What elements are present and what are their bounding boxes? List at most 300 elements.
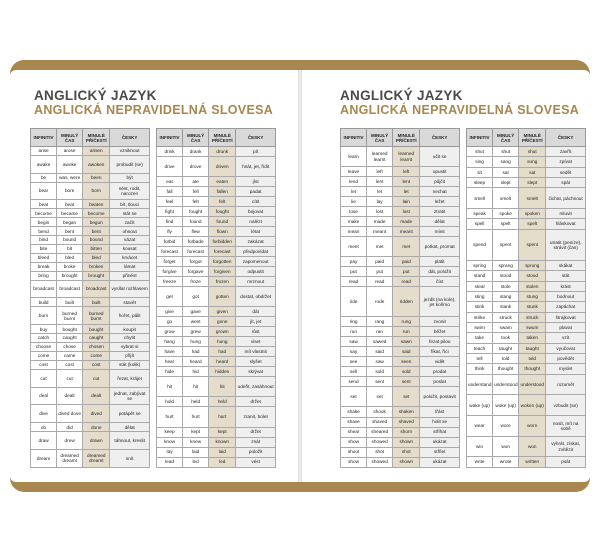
verb-past: forgave [183, 267, 209, 277]
verb-infinitive: beat [31, 200, 57, 209]
page-subtitle: ANGLICKÁ NEPRAVIDELNÁ SLOVESA [34, 103, 274, 117]
verb-participle: shaved [393, 417, 420, 427]
verb-czech: táhnout, kreslit [110, 432, 150, 450]
table-row [341, 267, 460, 277]
verb-infinitive: draw [31, 432, 57, 450]
verb-czech: stavět [110, 298, 150, 307]
verb-infinitive: hide [157, 367, 183, 377]
verb-infinitive: shave [341, 417, 367, 427]
table-row [31, 280, 150, 298]
left-page [10, 70, 298, 482]
table-row [31, 432, 150, 450]
table-row [341, 257, 460, 267]
verb-past: bent [57, 227, 83, 236]
verb-participle: shut [519, 147, 546, 157]
verb-czech: stát (kolik) [110, 360, 150, 369]
verb-past: slept [493, 178, 519, 188]
verb-czech: přinést [110, 271, 150, 280]
verb-infinitive: give [157, 307, 183, 317]
verb-participle: forgiven [209, 267, 236, 277]
verb-participle: sat [519, 167, 546, 177]
verb-participle: let [393, 187, 420, 197]
verb-infinitive: lead [157, 457, 183, 467]
table-row [157, 307, 276, 317]
verb-participle: bitten [83, 245, 110, 254]
table-row [31, 155, 150, 173]
column-header: INFINITIV [31, 129, 57, 147]
verb-czech: viset [236, 337, 276, 347]
verb-infinitive: write [467, 457, 493, 467]
verb-past: meant [367, 227, 393, 237]
table-row [341, 427, 460, 437]
verb-infinitive: hang [157, 337, 183, 347]
verb-participle: spent [519, 229, 546, 260]
table-row [341, 197, 460, 207]
verb-past: won [493, 436, 519, 457]
verb-czech: mít vlastnit [236, 347, 276, 357]
verb-past: struck [493, 312, 519, 322]
table-row [341, 387, 460, 407]
verb-past: said [367, 347, 393, 357]
verb-participle: broadcast [83, 280, 110, 298]
table-row [157, 267, 276, 277]
table-row [157, 237, 276, 247]
table-row [31, 325, 150, 334]
verb-infinitive: hold [157, 397, 183, 407]
table-row [341, 277, 460, 287]
verb-infinitive: cost [31, 360, 57, 369]
verb-infinitive: begin [31, 218, 57, 227]
verb-czech: vázat [110, 236, 150, 245]
verb-past: stank [493, 302, 519, 312]
verb-infinitive: get [157, 287, 183, 307]
verb-czech: jezdit (na kole), jet koňmo [420, 287, 460, 317]
table-row [341, 167, 460, 177]
verb-czech: zvonit [420, 317, 460, 327]
table-row [157, 437, 276, 447]
page-title: ANGLICKÝ JAZYK [340, 88, 463, 103]
verb-past: knew [183, 437, 209, 447]
verb-past: ate [183, 177, 209, 187]
verb-infinitive: let [341, 187, 367, 197]
verb-past: came [57, 351, 83, 360]
verb-czech: zranit, bolet [236, 407, 276, 427]
verb-czech: jíst [236, 177, 276, 187]
verb-infinitive: drink [157, 147, 183, 157]
verb-past: sang [493, 157, 519, 167]
verb-past: hurt [183, 407, 209, 427]
column-header: ČESKY [110, 129, 150, 147]
column-header: MINULÝ ČAS [493, 129, 519, 147]
verb-past: read [367, 277, 393, 287]
verb-participle: held [209, 397, 236, 407]
verb-infinitive: swim [467, 322, 493, 332]
table-row [31, 173, 150, 182]
verb-czech: dostat, obdržet [236, 287, 276, 307]
verb-past: understood [493, 374, 519, 395]
verb-czech: koupit [110, 325, 150, 334]
verb-participle: hidden [209, 367, 236, 377]
verb-participle: gone [209, 317, 236, 327]
verb-past: kept [183, 427, 209, 437]
verb-participle: hurt [209, 407, 236, 427]
table-row [31, 405, 150, 423]
verb-czech: zapomenout [236, 257, 276, 267]
verb-participle: told [519, 353, 546, 363]
table-row [157, 147, 276, 157]
verb-past: cost [57, 360, 83, 369]
verb-czech: potápět se [110, 405, 150, 423]
verb-czech: bít, tlouci [110, 200, 150, 209]
verb-past: bound [57, 236, 83, 245]
table-row [467, 147, 586, 157]
table-row [341, 327, 460, 337]
verb-infinitive: do [31, 423, 57, 432]
verb-czech: položit [236, 447, 276, 457]
verb-czech: slyšet [236, 357, 276, 367]
verb-participle: felt [209, 197, 236, 207]
verb-participle: spelt [519, 219, 546, 229]
verb-participle: broken [83, 262, 110, 271]
verb-past: bore [57, 182, 83, 200]
verb-past: woke (up) [493, 395, 519, 416]
verb-czech: dělat [420, 217, 460, 227]
verb-participle: become [83, 209, 110, 218]
verb-czech: myslet [546, 364, 586, 374]
verb-participle: written [519, 457, 546, 467]
verb-czech: chytit [110, 334, 150, 343]
verb-past: set [367, 387, 393, 407]
verb-participle: lost [393, 207, 420, 217]
verb-czech: skrývat [236, 367, 276, 377]
verb-participle: set [393, 387, 420, 407]
table-row [341, 407, 460, 417]
verb-participle: grown [209, 327, 236, 337]
verb-table-left-1 [30, 128, 150, 468]
table-row [31, 262, 150, 271]
verb-infinitive: spend [467, 229, 493, 260]
verb-past: went [183, 317, 209, 327]
verb-past: broadcast [57, 280, 83, 298]
verb-infinitive: choose [31, 343, 57, 352]
verb-participle: meant [393, 227, 420, 237]
table-row [467, 260, 586, 270]
verb-participle: dreamed dreamt [83, 449, 110, 467]
verb-past: beat [57, 200, 83, 209]
verb-past: forecast [183, 247, 209, 257]
verb-past: let [367, 187, 393, 197]
verb-infinitive: saw [341, 337, 367, 347]
verb-infinitive: speak [467, 209, 493, 219]
verb-past: bled [57, 253, 83, 262]
verb-participle: flown [209, 227, 236, 237]
verb-infinitive: take [467, 333, 493, 343]
verb-participle: been [83, 173, 110, 182]
table-row [31, 227, 150, 236]
verb-infinitive: shoot [341, 447, 367, 457]
table-row [157, 407, 276, 427]
verb-infinitive: ring [341, 317, 367, 327]
verb-past: cut [57, 369, 83, 387]
column-header: INFINITIV [341, 129, 367, 147]
verb-participle: bent [83, 227, 110, 236]
table-row [31, 369, 150, 387]
table-row [31, 307, 150, 325]
verb-czech: vidět [420, 357, 460, 367]
table-row [31, 343, 150, 352]
verb-past: fought [183, 207, 209, 217]
verb-past: shook [367, 407, 393, 417]
verb-czech: vzniknout [110, 147, 150, 156]
verb-infinitive: find [157, 217, 183, 227]
verb-participle: spoken [519, 209, 546, 219]
verb-participle: born [83, 182, 110, 200]
verb-czech: ležet [420, 197, 460, 207]
table-row [341, 417, 460, 427]
table-row [341, 377, 460, 387]
verb-czech: vést [236, 457, 276, 467]
verb-czech: být [110, 173, 150, 182]
table-row [157, 337, 276, 347]
table-row [467, 364, 586, 374]
verb-czech: hláskovat [546, 219, 586, 229]
verb-infinitive: lay [157, 447, 183, 457]
verb-infinitive: lose [341, 207, 367, 217]
verb-czech: zpívat [546, 157, 586, 167]
table-row [31, 423, 150, 432]
verb-participle: ridden [393, 287, 420, 317]
verb-participle: shown [393, 437, 420, 447]
verb-past: froze [183, 277, 209, 287]
table-row [31, 351, 150, 360]
verb-czech: povědět [546, 353, 586, 363]
verb-participle: forecast [209, 247, 236, 257]
verb-participle: shown [393, 457, 420, 467]
verb-participle: sold [393, 367, 420, 377]
column-header: MINULÉ PŘÍČESTÍ [83, 129, 110, 147]
column-header: MINULÉ PŘÍČESTÍ [519, 129, 546, 147]
verb-infinitive: bring [31, 271, 57, 280]
verb-czech: hořet, pálit [110, 307, 150, 325]
verb-participle: bought [83, 325, 110, 334]
verb-czech: zakázat [236, 237, 276, 247]
verb-past: made [367, 217, 393, 227]
verb-infinitive: lie [341, 197, 367, 207]
verb-participle: shot [393, 447, 420, 457]
verb-infinitive: shut [467, 147, 493, 157]
verb-past: shut [493, 147, 519, 157]
verb-infinitive: spring [467, 260, 493, 270]
verb-czech: držet [236, 427, 276, 437]
verb-participle: shorn [393, 427, 420, 437]
table-row [467, 291, 586, 301]
table-row [341, 447, 460, 457]
verb-infinitive: put [341, 267, 367, 277]
table-row [341, 237, 460, 257]
verb-past: wrote [493, 457, 519, 467]
verb-czech: střílet [420, 447, 460, 457]
verb-infinitive: dive [31, 405, 57, 423]
verb-participle: driven [209, 157, 236, 177]
verb-infinitive: break [31, 262, 57, 271]
verb-past: awoke [57, 155, 83, 173]
verb-participle: taken [519, 333, 546, 343]
verb-past: did [57, 423, 83, 432]
verb-infinitive: have [157, 347, 183, 357]
verb-participle: brought [83, 271, 110, 280]
verb-czech: odpustit [236, 267, 276, 277]
verb-czech: poslat [420, 377, 460, 387]
verb-czech: prodat [420, 367, 460, 377]
verb-infinitive: become [31, 209, 57, 218]
table-row [157, 347, 276, 357]
table-row [341, 147, 460, 167]
verb-infinitive: mean [341, 227, 367, 237]
verb-czech: předpovídat [236, 247, 276, 257]
verb-infinitive: learn [341, 147, 367, 167]
verb-infinitive: sleep [467, 178, 493, 188]
verb-past: thought [493, 364, 519, 374]
page-title: ANGLICKÝ JAZYK [34, 88, 157, 103]
verb-czech: utratit (peníze), strávit (čas) [546, 229, 586, 260]
verb-past: flew [183, 227, 209, 237]
column-header: MINULÝ ČAS [367, 129, 393, 147]
verb-past: caught [57, 334, 83, 343]
verb-participle: hit [209, 377, 236, 397]
verb-czech: dát [236, 307, 276, 317]
verb-czech: jít, jet [236, 317, 276, 327]
verb-czech: sedět [546, 167, 586, 177]
verb-czech: hnát, jet, řídit [236, 157, 276, 177]
table-row [467, 312, 586, 322]
verb-participle: put [393, 267, 420, 277]
verb-past: became [57, 209, 83, 218]
verb-infinitive: win [467, 436, 493, 457]
verb-participle: drawn [83, 432, 110, 450]
verb-czech: třást [420, 407, 460, 417]
table-row [341, 227, 460, 237]
verb-czech: stát [546, 271, 586, 281]
verb-participle: thought [519, 364, 546, 374]
table-row [341, 357, 460, 367]
table-row [467, 302, 586, 312]
verb-participle: taught [519, 343, 546, 353]
verb-participle: swum [519, 322, 546, 332]
verb-past: dived dove [57, 405, 83, 423]
verb-infinitive: bind [31, 236, 57, 245]
verb-czech: vzbudit (se) [546, 395, 586, 416]
table-row [341, 187, 460, 197]
verb-czech: řezat, krájet [110, 369, 150, 387]
verb-participle: bound [83, 236, 110, 245]
verb-past: hid [183, 367, 209, 377]
verb-participle: said [393, 347, 420, 357]
table-header-row [157, 129, 276, 147]
verb-participle: left [393, 167, 420, 177]
verb-past: spelt [493, 219, 519, 229]
verb-past: told [493, 353, 519, 363]
verb-czech: číst [420, 277, 460, 287]
verb-past: laid [183, 447, 209, 457]
verb-past: lent [367, 177, 393, 187]
table-header-row [467, 129, 586, 147]
table-row [467, 353, 586, 363]
verb-past: sawed [367, 337, 393, 347]
verb-czech: kousat [110, 245, 150, 254]
column-header: MINULÉ PŘÍČESTÍ [393, 129, 420, 147]
verb-czech: růst [236, 327, 276, 337]
verb-participle: forbidden [209, 237, 236, 247]
verb-past: arose [57, 147, 83, 156]
verb-czech: mínit [420, 227, 460, 237]
verb-past: sheared [367, 427, 393, 437]
verb-infinitive: bear [31, 182, 57, 200]
verb-infinitive: broadcast [31, 280, 57, 298]
verb-participle: lent [393, 177, 420, 187]
verb-czech: položit, postavit [420, 387, 460, 407]
table-row [157, 427, 276, 437]
verb-infinitive: wake (up) [467, 395, 493, 416]
verb-infinitive: show [341, 457, 367, 467]
table-row [467, 457, 586, 467]
verb-participle: run [393, 327, 420, 337]
verb-past: put [367, 267, 393, 277]
verb-infinitive: see [341, 357, 367, 367]
verb-infinitive: leave [341, 167, 367, 177]
verb-infinitive: say [341, 347, 367, 357]
table-row [31, 209, 150, 218]
verb-participle: built [83, 298, 110, 307]
verb-infinitive: go [157, 317, 183, 327]
verb-past: gave [183, 307, 209, 317]
verb-infinitive: stand [467, 271, 493, 281]
column-header: MINULÝ ČAS [183, 129, 209, 147]
verb-czech: lámat [110, 262, 150, 271]
table-header-row [341, 129, 460, 147]
table-row [341, 207, 460, 217]
verb-past: stang [493, 291, 519, 301]
verb-infinitive: forbid [157, 237, 183, 247]
verb-past: sprang [493, 260, 519, 270]
verb-czech: stát se [110, 209, 150, 218]
verb-infinitive: pay [341, 257, 367, 267]
verb-infinitive: spell [467, 219, 493, 229]
verb-participle: won [519, 436, 546, 457]
verb-czech: bojovat [236, 207, 276, 217]
verb-participle: seen [393, 357, 420, 367]
verb-infinitive: fly [157, 227, 183, 237]
verb-infinitive: eat [157, 177, 183, 187]
verb-infinitive: forecast [157, 247, 183, 257]
verb-czech: vyhrát, získat, zvítězit [546, 436, 586, 457]
verb-participle: heard [209, 357, 236, 367]
table-row [157, 327, 276, 337]
table-row [31, 147, 150, 156]
verb-participle: awoken [83, 155, 110, 173]
table-row [157, 377, 276, 397]
verb-czech: rozumět [546, 374, 586, 395]
table-row [31, 245, 150, 254]
verb-infinitive: run [341, 327, 367, 337]
verb-czech: zapáchat [546, 302, 586, 312]
verb-past: drank [183, 147, 209, 157]
verb-infinitive: make [341, 217, 367, 227]
verb-infinitive: set [341, 387, 367, 407]
verb-czech: ukázat [420, 437, 460, 447]
table-row [157, 357, 276, 367]
verb-infinitive: fight [157, 207, 183, 217]
verb-past: stole [493, 281, 519, 291]
